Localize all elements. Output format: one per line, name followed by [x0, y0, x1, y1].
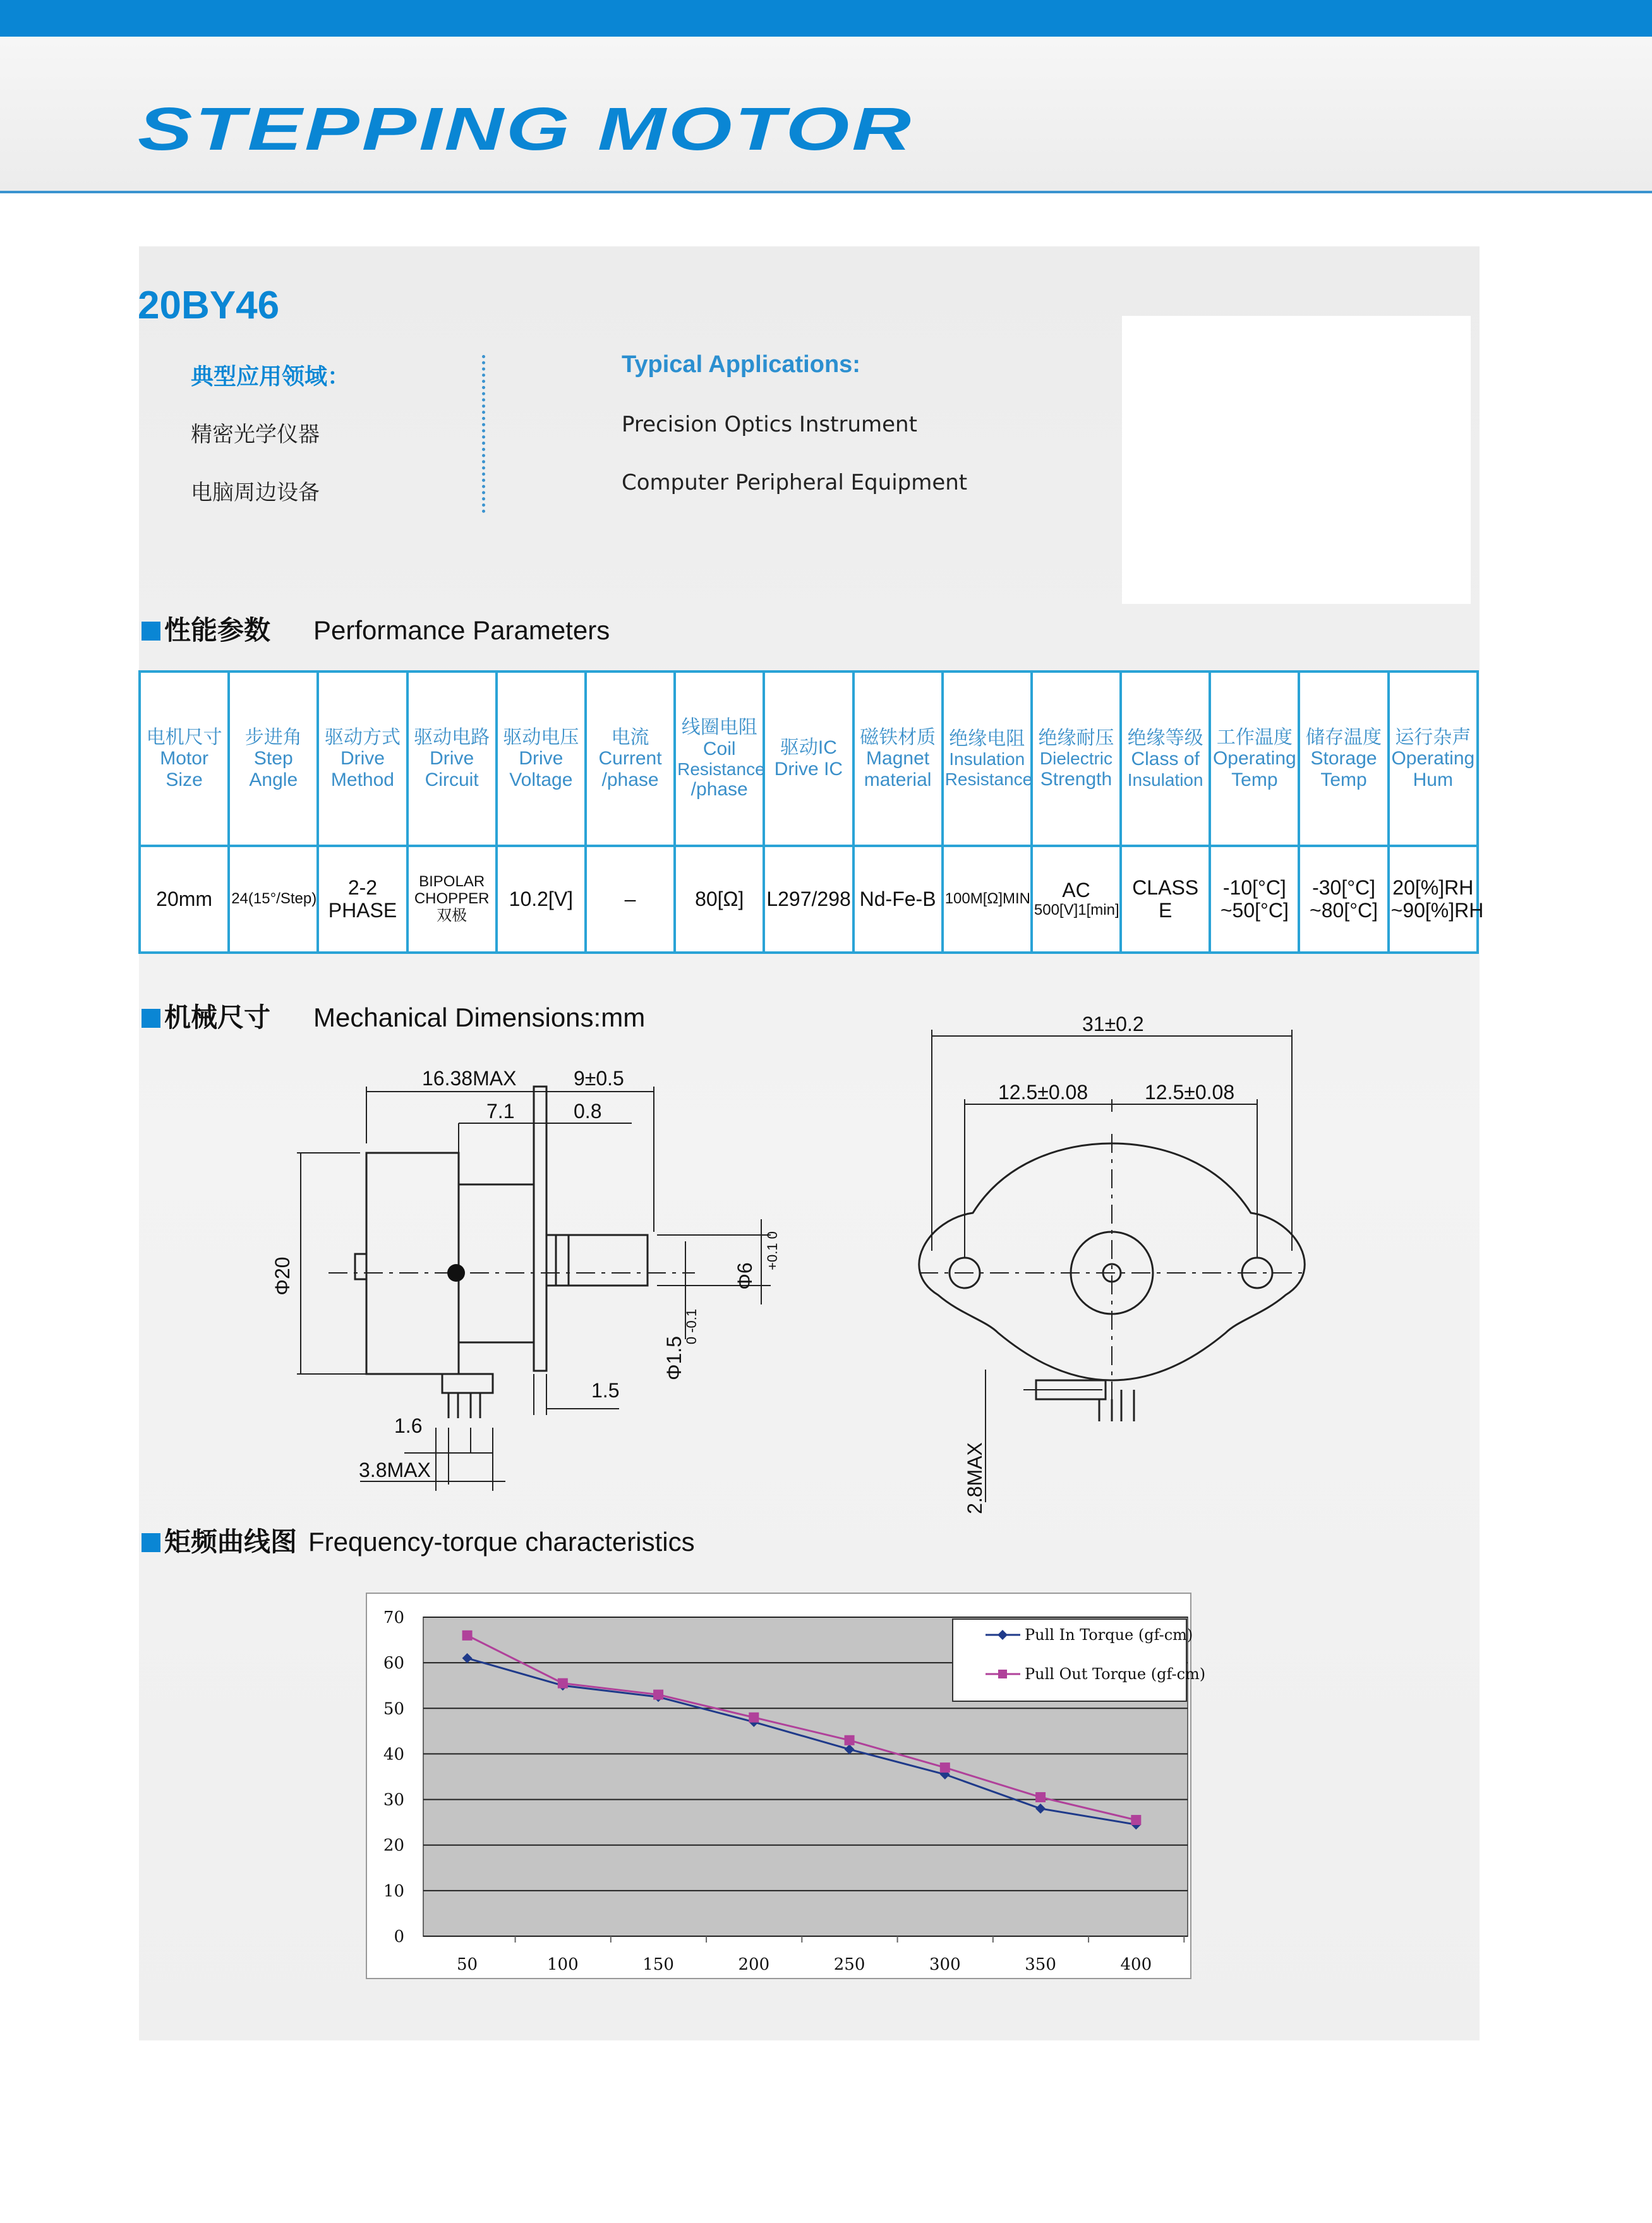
legend-label-pull-out: Pull Out Torque (gf-cm) — [1025, 1665, 1206, 1683]
y-tick-label: 70 — [383, 1608, 404, 1627]
value-label: 双极 — [437, 907, 467, 924]
motor-body-front — [459, 1184, 534, 1342]
value-label: 10.2[V] — [509, 887, 574, 910]
table-header-cell — [1299, 672, 1388, 846]
table-header-cell — [853, 672, 943, 846]
table-header-cell — [407, 672, 497, 846]
y-tick-label: 40 — [383, 1745, 404, 1764]
table-header-cell — [229, 672, 318, 846]
table-value-cell — [1210, 846, 1299, 953]
data-point — [1035, 1792, 1046, 1802]
table-value-cell — [764, 846, 853, 953]
table-value-cell — [229, 846, 318, 953]
header-cn-label: 驱动IC — [780, 737, 837, 759]
header-en-label: Drive — [519, 748, 564, 769]
header-en-label: Strength — [1040, 768, 1112, 790]
header-en-label: Operating — [1391, 748, 1475, 769]
value-label: CHOPPER — [414, 890, 490, 908]
table-header-cell — [318, 672, 407, 846]
data-point — [558, 1678, 568, 1689]
value-label: ~50[°C] — [1220, 898, 1289, 922]
header-en-label: Insulation — [949, 749, 1025, 769]
motor-body-rear — [366, 1153, 459, 1374]
applications-divider — [482, 355, 485, 513]
value-label: BIPOLAR — [419, 873, 485, 891]
dim-front-height: 2.8MAX — [963, 1442, 986, 1514]
header-cn-label: 绝缘耐压 — [1038, 727, 1114, 749]
frequency-section-heading: 矩频曲线图 Frequency-torque characteristics — [142, 1521, 695, 1559]
performance-section-heading: 性能参数 Performance Parameters — [142, 610, 610, 648]
header-cn-label: 绝缘等级 — [1127, 727, 1203, 749]
legend-label-pull-in: Pull In Torque (gf-cm) — [1025, 1626, 1193, 1644]
dim-dia-20: Φ20 — [271, 1256, 294, 1296]
table-header-cell — [1121, 672, 1210, 846]
front-view — [919, 1030, 1308, 1502]
value-label: 100M[Ω]MIN — [944, 890, 1030, 908]
dim-front-right-half: 12.5±0.08 — [1145, 1081, 1235, 1104]
header-cn-label: 驱动电压 — [503, 726, 579, 748]
table-value-cell — [318, 846, 407, 953]
value-label: 20mm — [156, 887, 213, 910]
header-en-label: Drive — [340, 748, 385, 769]
model-title: 20BY46 — [138, 284, 280, 327]
table-header-cell — [1389, 672, 1478, 846]
dim-dia-shaft: Φ6 — [733, 1262, 756, 1290]
header-en-label: Temp — [1231, 769, 1278, 790]
dim-1-5: 1.5 — [591, 1379, 620, 1402]
header-en-label: /phase — [690, 779, 748, 800]
y-tick-label: 30 — [383, 1790, 404, 1810]
value-label: – — [624, 887, 636, 910]
value-label: ~90[%]RH — [1390, 898, 1484, 922]
header-en-label: Size — [166, 769, 203, 790]
header-en-label: Temp — [1320, 769, 1367, 790]
header-en-label: Circuit — [425, 769, 479, 790]
header-rule — [0, 191, 1652, 193]
header-en-label: Drive — [430, 748, 474, 769]
mounting-flange — [534, 1087, 546, 1371]
data-point — [845, 1735, 855, 1745]
applications-en-heading: Typical Applications: — [622, 351, 860, 378]
header-cn-label: 工作温度 — [1216, 726, 1293, 748]
header-en-label: Operating — [1212, 748, 1296, 769]
chart-legend — [953, 1619, 1205, 1701]
value-label: -30[°C] — [1312, 876, 1375, 899]
brand-title: STEPPING MOTOR — [138, 95, 914, 163]
dim-overall-length: 16.38MAX — [422, 1067, 517, 1090]
x-tick-label: 350 — [1025, 1955, 1056, 1974]
terminal-block — [442, 1374, 493, 1393]
header-en-label: Coil — [702, 738, 736, 759]
table-value-cell — [1032, 846, 1121, 953]
value-label: CLASS E — [1132, 876, 1199, 922]
dim-shaft-length: 9±0.5 — [574, 1067, 624, 1090]
header-en-label: Resistance — [944, 769, 1033, 789]
side-view — [297, 1087, 771, 1491]
x-tick-label: 300 — [929, 1955, 961, 1974]
application-cn-item: 电脑周边设备 — [191, 481, 320, 505]
dim-0-8: 0.8 — [574, 1100, 602, 1123]
header-en-label: Voltage — [509, 769, 573, 790]
header-en-label: Drive IC — [774, 759, 843, 780]
application-cn-item: 精密光学仪器 — [191, 423, 320, 447]
header-en-label: Class of — [1131, 749, 1200, 770]
y-tick-label: 50 — [383, 1699, 404, 1719]
data-point — [749, 1713, 759, 1723]
y-tick-label: 60 — [383, 1654, 404, 1673]
x-tick-label: 100 — [547, 1955, 579, 1974]
header-en-label: Current — [598, 748, 662, 769]
header-cn-label: 步进角 — [244, 726, 302, 748]
table-header-cell — [764, 672, 853, 846]
dim-front-width: 31±0.2 — [1082, 1013, 1144, 1035]
value-label: 2-2 PHASE — [328, 876, 397, 922]
table-value-cell — [1389, 846, 1484, 953]
section-bullet — [142, 622, 160, 641]
header-cn-label: 电流 — [611, 726, 649, 748]
x-tick-label: 150 — [642, 1955, 674, 1974]
table-value-row — [140, 846, 1478, 953]
mechanical-drawing — [0, 1011, 1652, 1516]
table-header-cell — [1210, 672, 1299, 846]
table-header-cell — [1032, 672, 1121, 846]
data-point — [462, 1630, 473, 1641]
table-value-cell — [675, 846, 764, 953]
data-point — [940, 1762, 950, 1773]
legend-marker-pull-out — [998, 1670, 1007, 1678]
application-en-item: Precision Optics Instrument — [622, 412, 917, 437]
value-label: 20[%]RH — [1392, 876, 1474, 899]
header-cn-label: 运行杂声 — [1395, 726, 1471, 748]
header-cn-label: 电机尺寸 — [146, 726, 222, 748]
dim-dia-shaft-tol: +0.1 0 — [764, 1231, 780, 1270]
value-label: -10[°C] — [1222, 876, 1286, 899]
header-en-label: Angle — [249, 769, 298, 790]
x-tick-label: 50 — [457, 1955, 478, 1974]
header-en-label: Dielectric — [1039, 749, 1113, 769]
table-value-cell — [1121, 846, 1210, 953]
table-value-cell — [943, 846, 1032, 953]
header-cn-label: 驱动方式 — [324, 726, 401, 748]
header-cn-label: 储存温度 — [1306, 726, 1382, 748]
dim-1-6: 1.6 — [394, 1414, 423, 1437]
header-en-label: Magnet — [866, 748, 930, 769]
dim-dia-boss-tol: 0 -0.1 — [684, 1308, 699, 1345]
value-label: AC — [1062, 879, 1090, 902]
value-label: 24(15°/Step) — [231, 890, 317, 908]
y-tick-label: 10 — [383, 1881, 404, 1901]
value-label: L297/298 — [766, 887, 851, 910]
table-value-cell — [586, 846, 675, 953]
header-en-label: material — [864, 769, 932, 790]
header-cn-label: 绝缘电阻 — [949, 728, 1025, 749]
header-en-label: Motor — [160, 748, 208, 769]
table-value-cell — [1299, 846, 1388, 953]
y-tick-label: 20 — [383, 1836, 404, 1855]
table-header-cell — [140, 672, 229, 846]
table-header-row — [140, 672, 1478, 846]
header-en-label: Insulation — [1127, 769, 1203, 790]
dim-3-8max: 3.8MAX — [359, 1459, 431, 1481]
data-point — [653, 1690, 663, 1700]
value-label: 80[Ω] — [695, 887, 744, 910]
table-header-cell — [497, 672, 586, 846]
header-cn-label: 磁铁材质 — [860, 726, 936, 748]
table-header-cell — [586, 672, 675, 846]
dim-7-1: 7.1 — [486, 1100, 515, 1123]
table-value-cell — [407, 846, 497, 953]
value-label: 500[V]1[min] — [1034, 901, 1119, 919]
value-label: ~80[°C] — [1310, 898, 1378, 922]
header-en-label: Resistance — [677, 759, 765, 780]
rear-boss — [355, 1254, 366, 1279]
performance-parameters-table — [138, 670, 1484, 954]
section-bullet — [142, 1533, 160, 1552]
frequency-torque-chart — [0, 1579, 1652, 2021]
table-value-cell — [497, 846, 586, 953]
application-en-item: Computer Peripheral Equipment — [622, 470, 968, 495]
header-cn-label: 线圈电阻 — [681, 716, 757, 738]
data-point — [1131, 1815, 1141, 1825]
dim-dia-boss: Φ1.5 — [663, 1335, 685, 1381]
header-cn-label: 驱动电路 — [414, 726, 490, 748]
table-value-cell — [140, 846, 229, 953]
x-tick-label: 200 — [738, 1955, 770, 1974]
y-tick-label: 0 — [394, 1927, 404, 1946]
value-label: Nd-Fe-B — [859, 887, 936, 910]
product-photo-area — [1122, 316, 1471, 604]
center-mark — [447, 1264, 465, 1282]
x-tick-label: 250 — [833, 1955, 865, 1974]
header-en-label: /phase — [601, 769, 659, 790]
dim-front-left-half: 12.5±0.08 — [998, 1081, 1088, 1104]
shaft — [546, 1235, 648, 1286]
header-en-label: Method — [330, 769, 394, 790]
table-header-cell — [943, 672, 1032, 846]
table-header-cell — [675, 672, 764, 846]
applications-cn-heading: 典型应用领域： — [191, 363, 351, 389]
header-en-label: Storage — [1310, 748, 1377, 769]
mechanical-section-heading: 机械尺寸 Mechanical Dimensions:mm — [142, 997, 645, 1035]
table-value-cell — [853, 846, 943, 953]
header-en-label: Hum — [1413, 769, 1453, 790]
top-color-bar — [0, 0, 1652, 37]
header-en-label: Step — [253, 748, 293, 769]
x-tick-label: 400 — [1120, 1955, 1152, 1974]
